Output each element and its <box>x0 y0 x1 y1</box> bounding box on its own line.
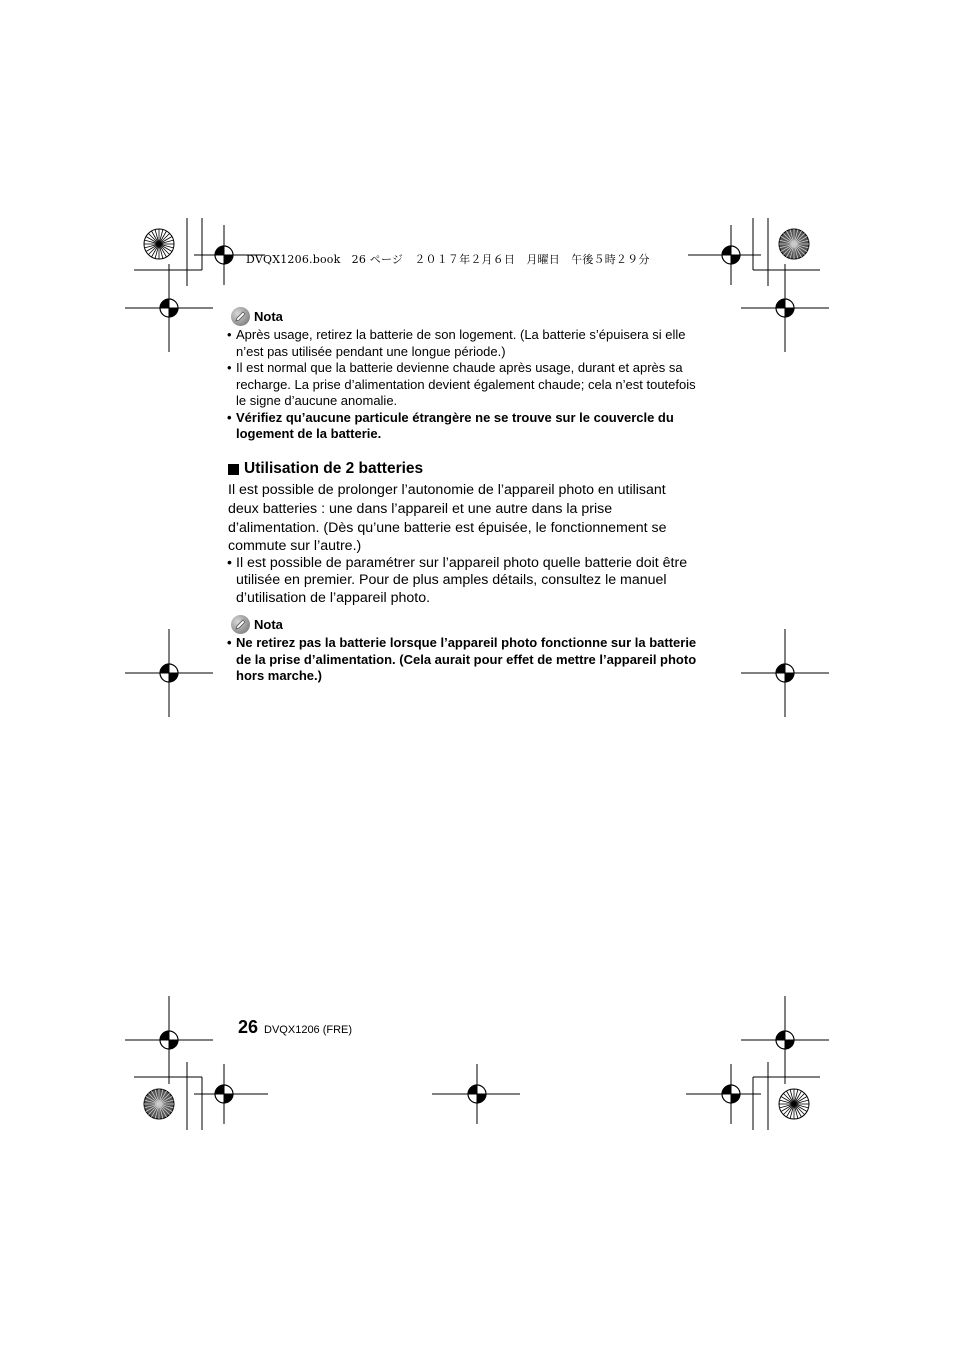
square-bullet-icon <box>228 464 239 475</box>
list-item: • Il est possible de paramétrer sur l’appareil photo quelle batterie doit être utilisée en premier. Pour de plus amples détails, consultez le manuel d’utilisation de l’appareil photo. <box>227 555 702 607</box>
nota-label: Nota <box>254 308 283 324</box>
section-title <box>228 460 423 478</box>
nota-label: Nota <box>254 616 283 632</box>
list-item: • Il est normal que la batterie devienne chaude après usage, durant et après sa recharge. La prise d’alimentation devient également chaude; cela n’est toutefois le signe d’aucune anomalie. <box>227 360 702 410</box>
nota-list <box>227 327 702 443</box>
color-bar-icon <box>779 1089 809 1119</box>
section-paragraph: Il est possible de prolonger l’autonomie de l’appareil photo en utilisant deux batteries : une dans l’appareil et une autre dans la prise d’alimentation. (Dès qu’une batterie est épuisée, le fonctionnement se commute sur l’autre.) <box>228 482 667 555</box>
list-item: • Vérifiez qu’aucune particule étrangère ne se trouve sur le couvercle du logement de la batterie. <box>227 410 702 443</box>
list-item: • Ne retirez pas la batterie lorsque l’appareil photo fonctionne sur la batterie de la prise d’alimentation. (Cela aurait pour effet de mettre l’appareil photo hors marche.) <box>227 635 702 685</box>
color-bar-icon <box>779 229 809 259</box>
color-bar-icon <box>144 229 174 259</box>
pencil-note-icon <box>231 615 250 634</box>
list-item: • Après usage, retirez la batterie de son logement. (La batterie s’épuisera si elle n’est pas utilisée pendant une longue période.) <box>227 327 702 360</box>
pencil-note-icon <box>231 307 250 326</box>
nota-list <box>227 635 702 685</box>
page-footer <box>238 1017 352 1038</box>
nota-heading <box>231 614 283 634</box>
print-slug-header: DVQX1206.book 26 ページ ２０１７年２月６日 月曜日 午後５時２９分 <box>246 253 650 266</box>
document-code: DVQX1206 (FRE) <box>264 1024 353 1036</box>
color-bar-icon <box>144 1089 174 1119</box>
page-number: 26 <box>238 1017 259 1037</box>
section-list <box>227 555 702 607</box>
section-title-text: Utilisation de 2 batteries <box>244 460 424 477</box>
nota-heading <box>231 306 283 326</box>
